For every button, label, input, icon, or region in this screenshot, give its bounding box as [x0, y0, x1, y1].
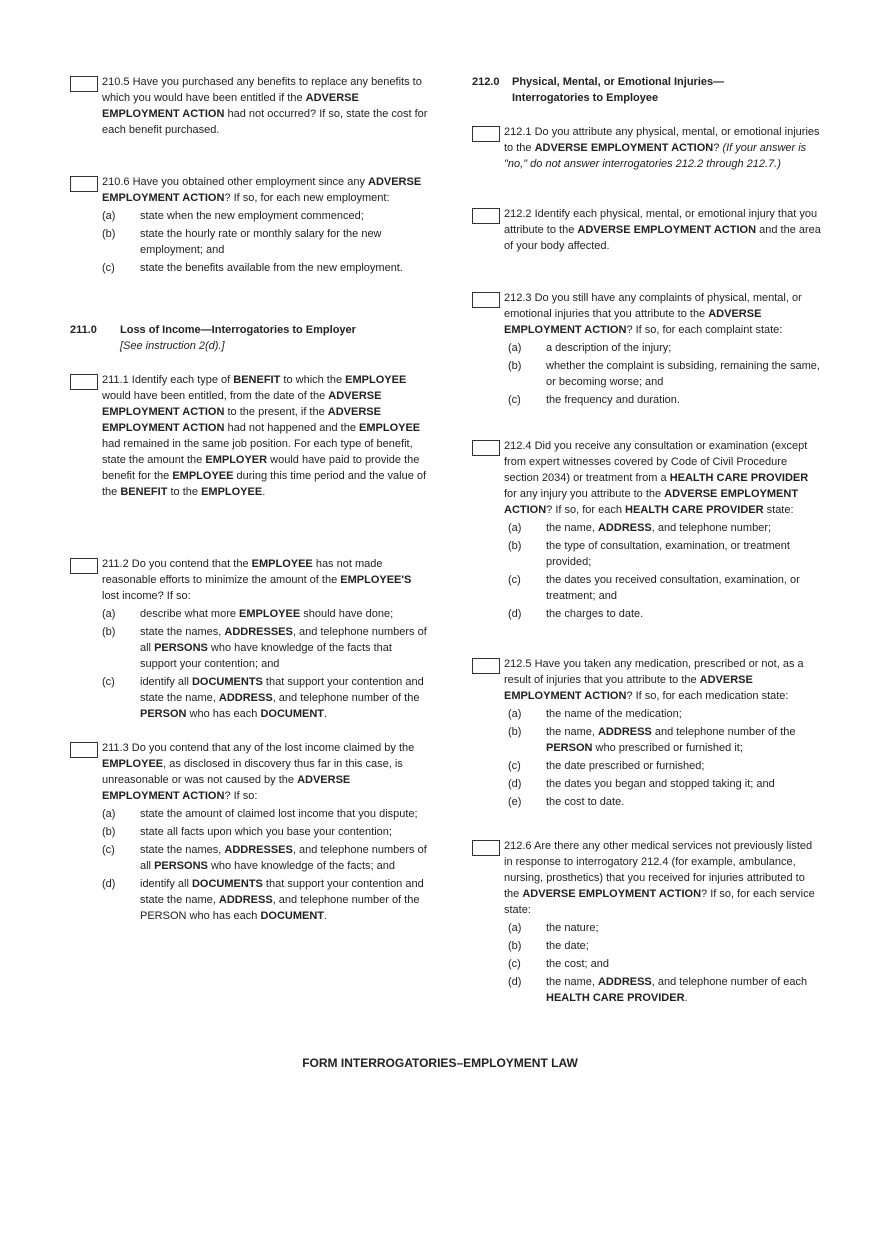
- defined-term: ADVERSE EMPLOYMENT ACTION: [504, 308, 762, 336]
- sub-item: [508, 794, 822, 810]
- defined-term: ADVERSE EMPLOYMENT ACTION: [102, 390, 382, 418]
- defined-term: PERSON: [140, 708, 187, 720]
- text-run: the name,: [546, 976, 598, 988]
- defined-term: EMPLOYEE'S: [340, 574, 412, 586]
- answer-checkbox[interactable]: [70, 76, 98, 92]
- text-run: the dates you began and stopped taking it; and: [546, 778, 775, 790]
- text-run: the charges to date.: [546, 608, 644, 620]
- interrogatory-212-4: [472, 438, 822, 622]
- interrogatory-text: [102, 174, 430, 206]
- defined-term: HEALTH CARE PROVIDER: [546, 992, 685, 1004]
- interrogatory-210-5: [70, 74, 430, 138]
- text-run: state the names,: [140, 626, 225, 638]
- sub-item-text: [546, 520, 822, 536]
- text-run: , and telephone number;: [651, 522, 772, 534]
- sub-item-text: [140, 624, 430, 672]
- text-run: 211.3 Do you contend that any of the lost income claimed by the: [102, 742, 415, 754]
- answer-checkbox[interactable]: [70, 558, 98, 574]
- answer-checkbox[interactable]: [472, 840, 500, 856]
- text-run: during this time period and the value of the: [102, 470, 427, 498]
- defined-term: ADVERSE EMPLOYMENT ACTION: [102, 176, 422, 204]
- defined-term: ADVERSE EMPLOYMENT ACTION: [522, 888, 702, 900]
- section-heading-212: [472, 74, 822, 106]
- interrogatory-212-2: [472, 206, 822, 254]
- text-run: the name of the medication;: [546, 708, 682, 720]
- answer-checkbox[interactable]: [472, 126, 500, 142]
- text-run: would have been entitled, from the date of the: [102, 390, 329, 402]
- defined-term: BENEFIT: [120, 486, 168, 498]
- sub-item-text: [140, 674, 430, 722]
- text-run: to the present, if the: [224, 406, 328, 418]
- text-run: ?: [713, 142, 723, 154]
- answer-checkbox[interactable]: [472, 658, 500, 674]
- sub-item-label: (a): [102, 210, 116, 222]
- sub-item-text: [546, 724, 822, 756]
- defined-term: EMPLOYEE: [201, 486, 263, 498]
- sub-item-label: (d): [508, 608, 522, 620]
- sub-item-label: (b): [508, 360, 522, 372]
- text-run: 212.4 Did you receive any consultation or examination (except from expert witnesses covered by Code of Civil Procedure section 2034) or treatment from a: [504, 440, 808, 484]
- sub-item-text: [140, 876, 430, 924]
- sub-item-text: [140, 606, 430, 622]
- defined-term: PERSONS: [154, 860, 208, 872]
- sub-item-label: (b): [102, 826, 116, 838]
- sub-item-label: (b): [508, 726, 522, 738]
- sub-item-label: (a): [508, 342, 522, 354]
- text-run: .: [262, 486, 266, 498]
- text-run: should have done;: [300, 608, 394, 620]
- interrogatory-text: [504, 656, 822, 704]
- sub-item-label: (c): [102, 844, 115, 856]
- text-run: the dates you received consultation, examination, or treatment; and: [546, 574, 800, 602]
- sub-item-text: [140, 806, 430, 822]
- defined-term: EMPLOYEE: [102, 758, 164, 770]
- text-run: who has each: [186, 708, 261, 720]
- text-run: 212.6 Are there any other medical services not previously listed in response to interrogatory 212.4 (for example, ambulance, nursing, prosthetics) that you received for injuries attributed to the: [504, 840, 813, 900]
- sub-item-text: [546, 920, 822, 936]
- sub-item: [508, 776, 822, 792]
- defined-term: PERSON: [546, 742, 593, 754]
- text-run: , and telephone numbers of all: [140, 844, 427, 872]
- sub-item-text: [546, 938, 822, 954]
- sub-item-label: (c): [508, 760, 521, 772]
- form-footer-title: FORM INTERROGATORIES–EMPLOYMENT LAW: [302, 1056, 578, 1070]
- text-run: , and telephone number of the PERSON who has each: [140, 894, 420, 922]
- text-run: lost income? If so:: [102, 590, 191, 602]
- interrogatory-text: [504, 206, 822, 254]
- sub-item: [508, 974, 822, 1006]
- answer-checkbox[interactable]: [70, 176, 98, 192]
- defined-term: HEALTH CARE PROVIDER: [669, 472, 809, 484]
- sub-item-label: (c): [508, 958, 521, 970]
- sub-item: [508, 724, 822, 756]
- defined-term: ADDRESSES: [224, 844, 293, 856]
- defined-term: ADDRESS: [597, 976, 652, 988]
- sub-item: [102, 806, 430, 822]
- sub-item-text: [546, 572, 822, 604]
- defined-term: DOCUMENT: [260, 910, 325, 922]
- section-title: Physical, Mental, or Emotional Injuries—: [512, 76, 725, 88]
- interrogatory-text: [504, 124, 822, 172]
- text-run: state:: [763, 504, 794, 516]
- text-run: who prescribed or furnished it;: [592, 742, 743, 754]
- sub-item-text: [546, 358, 822, 390]
- sub-item: [102, 876, 430, 924]
- text-run: the type of consultation, examination, or treatment provided;: [546, 540, 790, 568]
- text-run: , and telephone number of the: [272, 692, 420, 704]
- text-run: 210.5 Have you purchased any benefits to replace any benefits to which you would have been entitled if the: [102, 76, 422, 104]
- interrogatory-211-3: [70, 740, 430, 924]
- sub-item: [102, 226, 430, 258]
- sub-item: [102, 824, 430, 840]
- interrogatory-text: [102, 74, 430, 138]
- defined-term: ADVERSE EMPLOYMENT ACTION: [504, 488, 799, 516]
- defined-term: ADDRESS: [218, 692, 273, 704]
- text-run: that support your contention and state the name,: [140, 878, 424, 906]
- sub-item-label: (c): [508, 394, 521, 406]
- sub-item-text: [140, 842, 430, 874]
- text-run: had not occurred? If so, state the cost for each benefit purchased.: [102, 108, 428, 136]
- sub-item-text: [140, 824, 430, 840]
- sub-item: [102, 842, 430, 874]
- text-run: whether the complaint is subsiding, remaining the same, or becoming worse; and: [546, 360, 820, 388]
- sub-item-label: (c): [508, 574, 521, 586]
- sub-item-text: [546, 606, 822, 622]
- sub-item-label: (b): [102, 626, 116, 638]
- sub-item: [508, 392, 822, 408]
- sub-item-label: (a): [508, 922, 522, 934]
- sub-item: [508, 938, 822, 954]
- section-subtitle: Interrogatories to Employee: [512, 92, 659, 104]
- defined-term: ADVERSE EMPLOYMENT ACTION: [534, 142, 714, 154]
- text-run: ? If so, for each medication state:: [626, 690, 789, 702]
- sub-item: [102, 624, 430, 672]
- interrogatory-212-6: [472, 838, 822, 1006]
- interrogatory-text: [102, 740, 430, 804]
- text-run: 212.1 Do you attribute any physical, mental, or emotional injuries to the: [504, 126, 820, 154]
- interrogatory-text: [102, 556, 430, 604]
- text-run: state all facts upon which you base your contention;: [140, 826, 392, 838]
- defined-term: EMPLOYER: [205, 454, 268, 466]
- section-number: 212.0: [472, 76, 500, 88]
- sub-item-text: [546, 758, 822, 774]
- sub-item-label: (d): [102, 878, 116, 890]
- sub-item: [102, 606, 430, 622]
- text-run: 212.2 Identify each physical, mental, or emotional injury that you attribute to the: [504, 208, 818, 236]
- interrogatory-211-2: [70, 556, 430, 722]
- sub-item: [508, 758, 822, 774]
- text-run: state the amount of claimed lost income that you dispute;: [140, 808, 418, 820]
- sub-item-text: [546, 776, 822, 792]
- sub-item-text: [546, 956, 822, 972]
- text-run: ? If so, for each complaint state:: [626, 324, 783, 336]
- text-run: .: [324, 910, 328, 922]
- text-run: to which the: [280, 374, 346, 386]
- text-run: ? If so, for each new employment:: [224, 192, 390, 204]
- sub-item: [508, 520, 822, 536]
- defined-term: ADVERSE EMPLOYMENT ACTION: [577, 224, 757, 236]
- sub-item: [102, 674, 430, 722]
- defined-term: PERSONS: [154, 642, 208, 654]
- sub-item-text: [546, 340, 822, 356]
- defined-term: ADDRESS: [597, 522, 652, 534]
- answer-checkbox[interactable]: [472, 292, 500, 308]
- defined-term: ADDRESS: [597, 726, 652, 738]
- text-run: the name,: [546, 522, 598, 534]
- text-run: .: [324, 708, 328, 720]
- interrogatory-212-5: [472, 656, 822, 810]
- text-run: had remained in the same job position. For each type of benefit, state the amount the: [102, 438, 413, 466]
- sub-item: [508, 706, 822, 722]
- sub-item: [508, 572, 822, 604]
- text-run: state the names,: [140, 844, 225, 856]
- text-run: and telephone number of the: [651, 726, 796, 738]
- defined-term: ADVERSE EMPLOYMENT ACTION: [102, 92, 359, 120]
- text-run: the nature;: [546, 922, 599, 934]
- defined-term: HEALTH CARE PROVIDER: [625, 504, 764, 516]
- sub-item-label: (d): [508, 778, 522, 790]
- sub-item-text: [546, 974, 822, 1006]
- interrogatory-211-1: [70, 372, 430, 500]
- text-run: the cost; and: [546, 958, 609, 970]
- text-run: 212.3 Do you still have any complaints of physical, mental, or emotional injuries that you attribute to the: [504, 292, 802, 320]
- interrogatory-text: [504, 438, 822, 518]
- defined-term: EMPLOYEE: [251, 558, 313, 570]
- sub-item-text: state the hourly rate or monthly salary for the new employment; and: [140, 228, 382, 256]
- text-run: the frequency and duration.: [546, 394, 680, 406]
- interrogatory-text: [102, 372, 430, 500]
- defined-term: ADVERSE EMPLOYMENT ACTION: [102, 406, 381, 434]
- text-run: 211.1 Identify each type of: [102, 374, 234, 386]
- text-run: to the: [167, 486, 202, 498]
- sub-item-label: (b): [102, 228, 116, 240]
- text-run: ? If so:: [224, 790, 258, 802]
- text-run: 212.5 Have you taken any medication, prescribed or not, as a result of injuries that you attribute to the: [504, 658, 804, 686]
- sub-item-label: (a): [102, 808, 116, 820]
- sub-item: [508, 358, 822, 390]
- text-run: 210.6 Have you obtained other employment since any: [102, 176, 368, 188]
- sub-item: [508, 340, 822, 356]
- sub-item-label: (d): [508, 976, 522, 988]
- instruction-note: (If your answer is "no," do not answer interrogatories 212.2 through 212.7.): [504, 142, 807, 170]
- text-run: .: [684, 992, 688, 1004]
- text-run: had not happened and the: [224, 422, 360, 434]
- sub-item-text: [546, 794, 822, 810]
- text-run: identify all: [140, 878, 192, 890]
- defined-term: DOCUMENTS: [191, 878, 263, 890]
- text-run: would have paid to provide the benefit for the: [102, 454, 420, 482]
- interrogatory-212-1: [472, 124, 822, 172]
- interrogatory-text: [504, 838, 822, 918]
- sub-item: [102, 208, 430, 224]
- text-run: a description of the injury;: [546, 342, 672, 354]
- text-run: ? If so, for each service state:: [504, 888, 815, 916]
- defined-term: EMPLOYEE: [345, 374, 407, 386]
- sub-item-text: [546, 706, 822, 722]
- sub-item-label: (e): [508, 796, 522, 808]
- sub-item-label: (a): [508, 708, 522, 720]
- section-title: Loss of Income—Interrogatories to Employer: [120, 324, 356, 336]
- defined-term: EMPLOYEE: [359, 422, 421, 434]
- sub-item-text: state the benefits available from the new employment.: [140, 262, 403, 274]
- sub-item: [508, 538, 822, 570]
- text-run: identify all: [140, 676, 192, 688]
- sub-item: [508, 606, 822, 622]
- text-run: the date prescribed or furnished;: [546, 760, 705, 772]
- defined-term: BENEFIT: [233, 374, 281, 386]
- defined-term: ADDRESS: [218, 894, 273, 906]
- text-run: who have knowledge of the facts that support your contention; and: [140, 642, 392, 670]
- sub-item: [102, 260, 430, 276]
- sub-item: [508, 956, 822, 972]
- text-run: the date;: [546, 940, 589, 952]
- sub-item-label: (c): [102, 676, 115, 688]
- answer-checkbox[interactable]: [70, 374, 98, 390]
- interrogatory-text: [504, 290, 822, 338]
- sub-item-text: [546, 392, 822, 408]
- answer-checkbox[interactable]: [472, 208, 500, 224]
- text-run: the cost to date.: [546, 796, 625, 808]
- section-heading-211: [70, 322, 430, 354]
- text-run: and the area of your body affected.: [504, 224, 821, 252]
- sub-item: [508, 920, 822, 936]
- sub-item-label: (b): [508, 940, 522, 952]
- sub-item-text: state when the new employment commenced;: [140, 210, 364, 222]
- interrogatory-212-3: [472, 290, 822, 408]
- text-run: the name,: [546, 726, 598, 738]
- defined-term: DOCUMENTS: [191, 676, 263, 688]
- text-run: ? If so, for each: [546, 504, 626, 516]
- defined-term: ADDRESSES: [224, 626, 293, 638]
- text-run: for any injury you attribute to the: [504, 488, 665, 500]
- text-run: , as disclosed in discovery thus far in this case, is unreasonable or was not caused by the: [102, 758, 403, 786]
- sub-item-label: (a): [508, 522, 522, 534]
- section-number: 211.0: [70, 324, 97, 336]
- text-run: that support your contention and state the name,: [140, 676, 424, 704]
- text-run: , and telephone numbers of all: [140, 626, 427, 654]
- sub-item-label: (a): [102, 608, 116, 620]
- sub-item-label: (b): [508, 540, 522, 552]
- text-run: describe what more: [140, 608, 240, 620]
- answer-checkbox[interactable]: [70, 742, 98, 758]
- text-run: , and telephone number of each: [651, 976, 808, 988]
- sub-item-text: [546, 538, 822, 570]
- defined-term: ADVERSE EMPLOYMENT ACTION: [102, 774, 351, 802]
- text-run: 211.2 Do you contend that the: [102, 558, 252, 570]
- defined-term: EMPLOYEE: [172, 470, 234, 482]
- interrogatory-210-6: [70, 174, 430, 276]
- sub-item-label: (c): [102, 262, 115, 274]
- section-note: [See instruction 2(d).]: [120, 340, 225, 352]
- defined-term: ADVERSE EMPLOYMENT ACTION: [504, 674, 753, 702]
- defined-term: EMPLOYEE: [239, 608, 301, 620]
- text-run: has not made reasonable efforts to minimize the amount of the: [102, 558, 383, 586]
- text-run: who have knowledge of the facts; and: [207, 860, 395, 872]
- defined-term: DOCUMENT: [260, 708, 325, 720]
- answer-checkbox[interactable]: [472, 440, 500, 456]
